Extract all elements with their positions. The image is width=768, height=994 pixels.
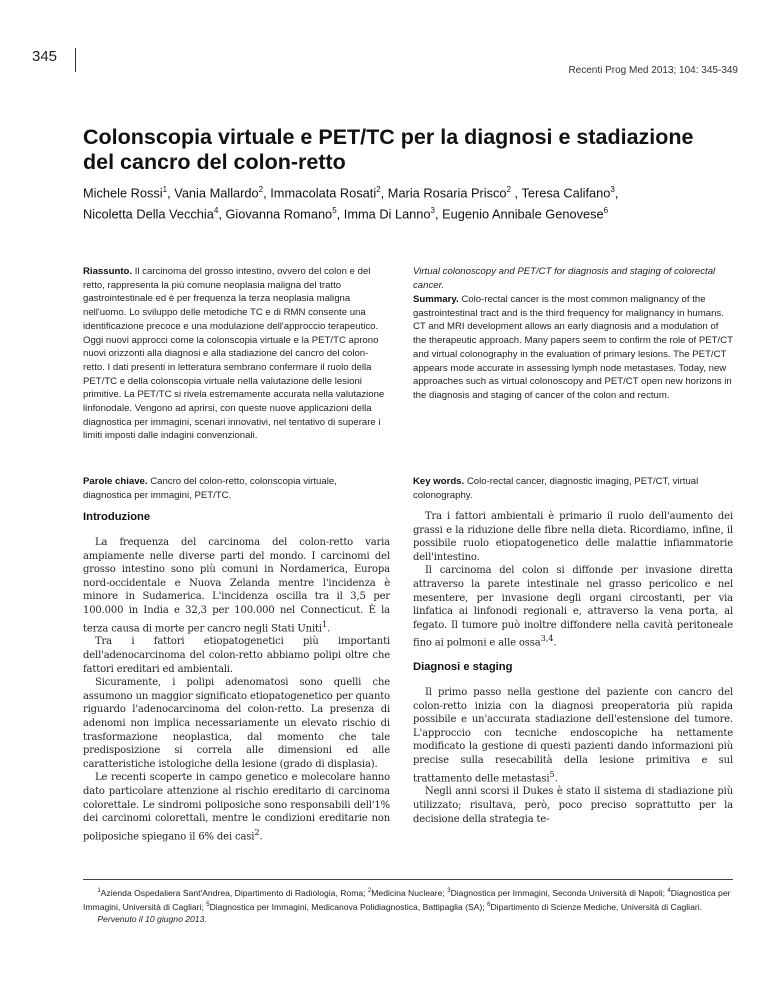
author: Immacolata Rosati <box>270 185 377 201</box>
paragraph: Tra i fattori ambientali è primario il ruolo dell'aumento dei grassi e la riduzione delle fibre nella dieta. Ricordiamo, infine, il possibile ruolo etiopatogenetico delle malattie infiammatorie dell'intestino. <box>413 511 733 563</box>
article-title-line1: Colonscopia virtuale e PET/TC per la diagnosi e stadiazione <box>83 125 694 149</box>
keywords-english-text: Colo-rectal cancer, diagnostic imaging, PET/CT, virtual colonography. <box>413 476 699 501</box>
article-title-line2: del cancro del colon-retto <box>83 150 346 174</box>
affiliation: Azienda Ospedaliera Sant'Andrea, Dipartimento di Radiologia, Roma; <box>100 887 368 898</box>
affiliation: Dipartimento di Scienze Mediche, Università di Cagliari. <box>490 901 703 912</box>
author-affiliation-mark: 6 <box>603 206 609 216</box>
author: Nicoletta Della Vecchia <box>83 206 214 222</box>
author-separator: , <box>511 185 522 201</box>
paragraph: La frequenza del carcinoma del colon-retto varia ampiamente nelle diverse parti del mondo. I carcinomi del grosso intestino sono più comuni in Nordamerica, Europa nord-occidentale e Nuova Zelanda mentre l'incidenza è minore in Sudamerica. L'incidenza oscilla tra il 3,5 per 100.000 in India e 32,3 per 100.000 nel Connecticut. È la terza causa di morte per cancro negli Stati Uniti$^1$. <box>83 537 390 634</box>
paragraph-text: La frequenza del carcinoma del colon-retto varia ampiamente nelle diverse parti del mondo. I carcinomi del grosso intestino sono più comuni in Nordamerica, Europa nord-occidentale e Nuova Zelanda mentre l'incidenza è minore in Sudamerica. L'incidenza oscilla tra il 3,5 per 100.000 in India e 32,3 per 100.000 nel Connecticut. È la terza causa di morte per cancro negli Stati Uniti <box>83 537 390 634</box>
author-separator: , <box>380 185 388 201</box>
diagnosi-body <box>413 686 733 826</box>
author-separator: , <box>218 206 226 222</box>
author-separator: , <box>167 185 175 201</box>
paragraph: Il carcinoma del colon si diffonde per invasione diretta attraverso la parete intestinale nel grasso pericolico e nel mesentere, per invasione degli organi circostanti, per via linfatica ai linfonodi regionali e, attraverso la vena porta, al fegato. Il tumore può inoltre diffondere nella cavità peritoneale fino ai polmoni e alle ossa$^{3,4}$. <box>413 565 733 649</box>
paragraph: Sicuramente, i polipi adenomatosi sono quelli che assumono un maggior significato etiopatogenetico per quanto riguardo l'adenocarcinoma del colon-retto. La presenza di adenomi non implica necessariamente un elevato rischio di trasformazione neoplastica, dal momento che tale predisposizione si correla alle dimensioni ed alle caratteristiche istologiche della lesione (grado di displasia). <box>83 677 390 770</box>
author: Eugenio Annibale Genovese <box>442 206 604 222</box>
citation: 1 <box>321 618 328 629</box>
author-affiliation-mark: 2 <box>506 185 511 194</box>
abstract-english-label: Summary. <box>413 294 459 305</box>
author: Giovanna Romano <box>225 206 333 222</box>
affiliation: Medicina Nucleare; <box>371 887 448 898</box>
author-separator: , <box>336 206 344 222</box>
author-affiliation-mark: 2 <box>376 185 381 194</box>
paragraph: Le recenti scoperte in campo genetico e molecolare hanno dato particolare attenzione al rischio ereditario di carcinoma colorettale. Le sindromi poliposiche sono responsabili dell'1% dei carcinomi colorettali, mentre le condizioni ereditarie non poliposiche spiegano il 6% dei casi$^2$. <box>83 772 390 843</box>
abstract-italian <box>83 265 388 443</box>
affiliation: Diagnostica per Immagini, Medicanova Polidiagnostica, Battipaglia (SA); <box>209 901 488 912</box>
keywords-english-label: Key words. <box>413 476 465 487</box>
page-number: 345 <box>32 48 58 65</box>
keywords-italian <box>83 475 388 502</box>
author: Maria Rosaria Prisco <box>387 185 507 201</box>
introduction-body <box>83 536 390 844</box>
abstract-english-title: Virtual colonoscopy and PET/CT for diagnosis and staging of colorectal cancer. <box>413 266 716 291</box>
paragraph: Tra i fattori etiopatogenetici più importanti dell'adenocarcinoma del colon-retto abbiamo polipi oltre che fattori ereditari ed ambientali. <box>83 636 390 675</box>
author-affiliation-mark: 4 <box>213 206 219 216</box>
author-affiliation-mark: 1 <box>162 185 168 194</box>
keywords-italian-text: Cancro del colon-retto, colonscopia virtuale, diagnostica per immagini, PET/TC. <box>83 476 337 501</box>
citation: 5 <box>549 768 555 779</box>
keywords-english <box>413 475 733 502</box>
affiliation: Diagnostica per Immagini, Seconda Università di Napoli; <box>450 887 668 898</box>
right-column-body <box>413 510 733 650</box>
author-separator: , <box>435 206 443 222</box>
abstract-english <box>413 293 733 403</box>
section-heading-introduction: Introduzione <box>83 511 151 523</box>
page-number-divider <box>75 48 76 72</box>
section-heading-diagnosi: Diagnosi e staging <box>413 661 513 673</box>
received-date: Pervenuto il 10 giugno 2013. <box>97 914 207 925</box>
abstract-english-text: Colo-rectal cancer is the most common malignancy of the gastrointestinal tract and is the third frequency for malignancy in humans. CT and MRI development allows an early diagnosis and a modulation of the therapeutic approach. Many papers seem to confirm the role of PET/CT and virtual colonography in the evaluation of primary lesions. The PET/CT appears mode accurate in assessing lymph node metastases. Today, new approaches such as virtual colonoscopy and PET/CT open new horizons in the diagnosis and staging of cancer of the colon and rectum. <box>413 294 733 401</box>
paragraph: Il primo passo nella gestione del paziente con cancro del colon-retto inizia con la diagnosi preoperatoria più rapida possibile e un'accurata stadiazione dell'estensione del tumore. L'approccio con tecniche endoscopiche ha nettamente modificato la gestione di questi pazienti dando informazioni più precise sulla resecabilità della lesione primitiva e sul trattamento delle metastasi$^5$. <box>413 687 733 784</box>
journal-reference: Recenti Prog Med 2013; 104: 345-349 <box>568 65 738 76</box>
paragraph-text: Le recenti scoperte in campo genetico e molecolare hanno dato particolare attenzione al rischio ereditario di carcinoma colorettale. Le sindromi poliposiche sono responsabili dell'1% dei carcinomi colorettali, mentre le condizioni ereditarie non poliposiche spiegano il 6% dei casi <box>83 772 390 843</box>
author-separator: , <box>614 185 619 201</box>
paragraph-text: Il carcinoma del colon si diffonde per invasione diretta attraverso la parete intestinale nel grasso pericolico e nel mesentere, per invasione degli organi circostanti, per via linfatica ai linfonodi regionali e, attraverso la vena porta, al fegato. Il tumore può inoltre diffondere nella cavità peritoneale fino ai polmoni e alle ossa <box>413 565 733 649</box>
author-affiliation-mark: 5 <box>332 206 337 216</box>
abstract-italian-text: Il carcinoma del grosso intestino, ovvero del colon e del retto, rappresenta la più comune neoplasia maligna del tratto gastrointestinale ed è per frequenza la terza neoplasia maligna nell'uomo. Lo sviluppo delle metodiche TC e di RMN consente una identificazione precoce e una modulazione dell'approccio terapeutico. Oggi nuovi approcci come la colonscopia virtuale e la PET/TC aprono nuovi orizzonti alla diagnosi e alla stadiazione del cancro del colon-retto. I dati presenti in letteratura sembrano confermare il ruolo della PET/TC e della colonscopia virtuale nella valutazione delle lesioni primitive. La PET/TC si rivela estremamente accurata nella valutazione linfonodale. Vengono ad aprirsi, con queste nuove applicazioni della diagnostica per immagini, scenari innovativi, nel tentativo di superare i limiti imposti dalle indagini convenzionali. <box>83 266 385 442</box>
paragraph-text: Il primo passo nella gestione del paziente con cancro del colon-retto inizia con la diagnosi preoperatoria più rapida possibile e un'accurata stadiazione dell'estensione del tumore. L'approccio con tecniche endoscopiche ha nettamente modificato la gestione di questi pazienti dando informazioni più precise sulla resecabilità della lesione primitiva e sul trattamento delle metastasi <box>413 687 733 784</box>
author-affiliation-mark: 2 <box>258 185 264 194</box>
affiliations-footnote: $^1$Azienda Ospedaliera Sant'Andrea, Dipartimento di Radiologia, Roma; $^2$Medicina Nucleare; $^3$Diagnostica per Immagini, Seconda Università di Napoli; $^4$Diagnostica per Immagini, Università di Cagliari; $^5$Diagnostica per Immagini, Medicanova Polidiagnostica, Battipaglia (SA); $^6$Dipartimento di Scienze Mediche, Università di Cagliari. Pervenuto il 10 giugno 2013. <box>83 887 731 925</box>
affiliation: Diagnostica per Immagini, Università di Cagliari; <box>83 887 731 912</box>
author: Imma Di Lanno <box>343 206 431 222</box>
author-affiliation-mark: 3 <box>430 206 435 216</box>
author: Teresa Califano <box>521 185 611 201</box>
author: Vania Mallardo <box>174 185 259 201</box>
citation: 3,4 <box>540 633 554 644</box>
keywords-italian-label: Parole chiave. <box>83 476 148 487</box>
author: Michele Rossi <box>83 185 163 201</box>
author-affiliation-mark: 3 <box>610 185 615 194</box>
paragraph: Negli anni scorsi il Dukes è stato il sistema di stadiazione più utilizzato; risultava, però, poco preciso soprattutto per la decisione della strategia te- <box>413 786 733 825</box>
author-separator: , <box>263 185 271 201</box>
footnote-rule <box>83 879 733 880</box>
author-list <box>83 181 733 224</box>
article-title <box>83 125 723 175</box>
abstract-italian-label: Riassunto. <box>83 266 133 277</box>
citation: 2 <box>254 826 260 837</box>
